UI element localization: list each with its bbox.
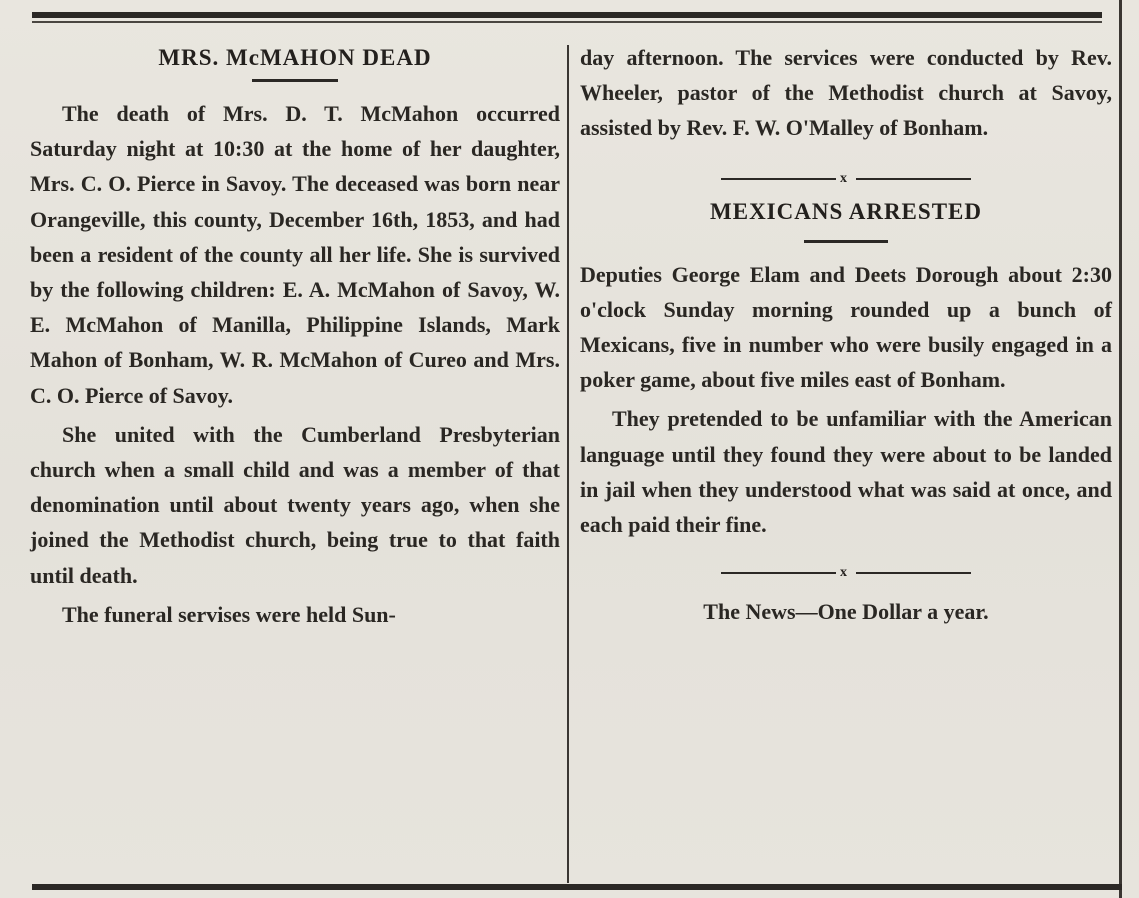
right-column: [580, 40, 1112, 630]
obituary-paragraph-2: She united with the Cumberland Presbyterian church when a small child and was a member of that denomination until about twenty years ago, when she joined the Methodist church, being true to that faith until death.: [30, 421, 560, 588]
bottom-rule: [32, 884, 1122, 890]
headline-underline: [252, 79, 338, 82]
obituary-paragraph-3: The funeral servises were held Sun-: [62, 601, 396, 627]
article-separator: [721, 558, 971, 588]
top-rule-thick: [32, 12, 1102, 18]
page-right-edge: [1119, 0, 1122, 898]
article-separator: [721, 164, 971, 194]
column-divider: [567, 45, 569, 883]
funeral-continuation: day afternoon. The services were conducted by Rev. Wheeler, pastor of the Methodist church at Savoy, assisted by Rev. F. W. O'Malley of Bonham.: [580, 45, 1112, 141]
separator-mark: x: [840, 565, 847, 581]
arrest-paragraph-1: Deputies George Elam and Deets Dorough about 2:30 o'clock Sunday morning rounded up a bunch of Mexicans, five in number who were busily engaged in a poker game, about five miles east of Bonham.: [580, 261, 1112, 393]
subscription-notice: The News—One Dollar a year.: [703, 599, 989, 625]
headline-mexicans-arrested: MEXICANS ARRESTED: [710, 198, 982, 224]
arrest-paragraph-2: They pretended to be unfamiliar with the American language until they found they were about to be landed in jail when they understood what was said at once, and each paid their fine.: [580, 406, 1112, 538]
top-rule-thin: [32, 21, 1102, 23]
headline-underline: [804, 240, 888, 243]
headline-mcmahon-dead: MRS. McMAHON DEAD: [158, 45, 432, 70]
left-column: [30, 40, 560, 632]
obituary-paragraph-1: The death of Mrs. D. T. McMahon occurred Saturday night at 10:30 at the home of her daughter, Mrs. C. O. Pierce in Savoy. The deceased was born near Orangeville, this county, December 16th, 1853, and had been a resident of the county all her life. She is survived by the following children: E. A. McMahon of Savoy, W. E. McMahon of Manilla, Philippine Islands, Mark Mahon of Bonham, W. R. McMahon of Cureo and Mrs. C. O. Pierce of Savoy.: [30, 101, 560, 408]
separator-mark: x: [840, 170, 847, 186]
